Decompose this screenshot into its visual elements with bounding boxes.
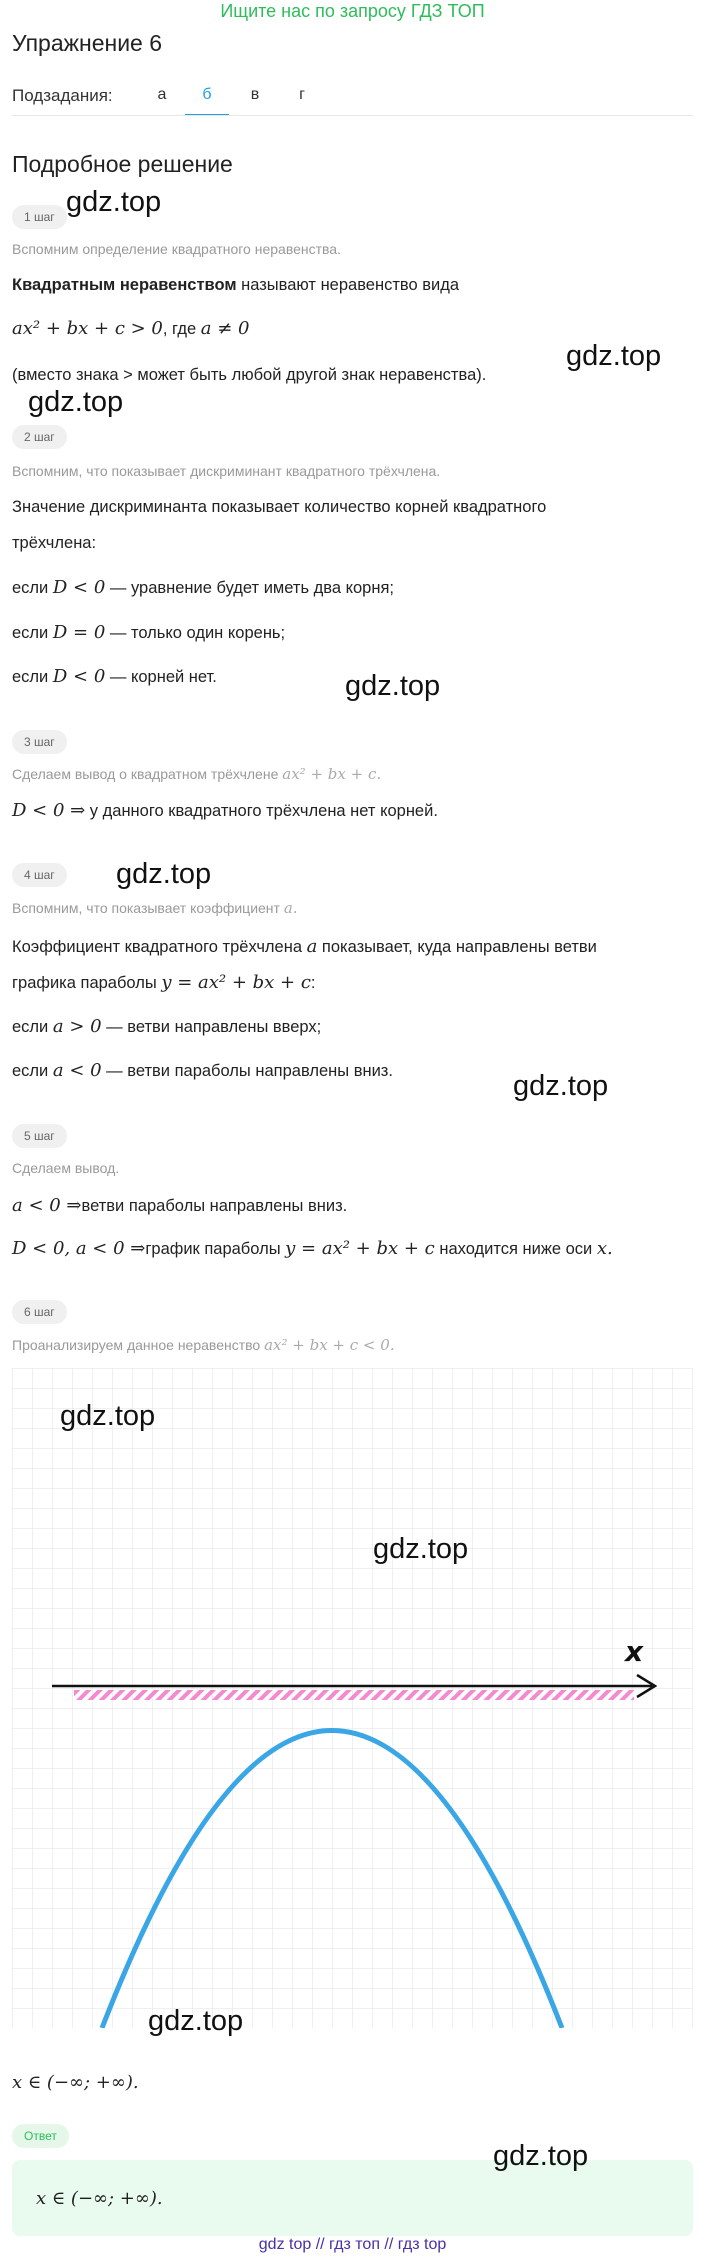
step-1-badge: 1 шаг: [12, 205, 67, 229]
step-3-hint-text: Сделаем вывод о квадратном трёхчлене: [12, 766, 283, 782]
if-word: если: [12, 1062, 53, 1080]
footer-links[interactable]: gdz top // гдз топ // гдз top: [258, 2236, 447, 2253]
step-5-formula-2: D < 0, a < 0 ⇒: [12, 1238, 146, 1259]
step-4-line-1-a: Коэффициент квадратного трёхчлена: [12, 938, 307, 956]
step-4-badge: 4 шаг: [12, 863, 67, 887]
step-4-hint-var: a.: [283, 899, 298, 917]
step-3-badge: 3 шаг: [12, 730, 67, 754]
a-condition: a ≠ 0: [200, 318, 250, 339]
inequality-formula: ax² + bx + c > 0: [12, 318, 163, 339]
watermark: gdz.top: [513, 1070, 609, 1102]
step-4-line-1-b: показывает, куда направлены ветви: [317, 938, 597, 956]
step-6-result-formula: x ∈ (−∞; +∞).: [12, 2072, 139, 2093]
watermark: gdz.top: [566, 340, 662, 372]
step-5-formula-3: y = ax² + bx + c: [285, 1238, 435, 1259]
step-4-case-2-text: — ветви параболы направлены вниз.: [101, 1062, 393, 1080]
step-1-hint: Вспомним определение квадратного неравенства.: [12, 241, 341, 257]
watermark: gdz.top: [345, 670, 441, 702]
step-4-case-1-text: — ветви направлены вверх;: [101, 1018, 322, 1036]
step-2-hint: Вспомним, что показывает дискриминант квадратного трёхчлена.: [12, 463, 441, 479]
step-4-case-1-formula: a > 0: [52, 1016, 102, 1037]
step-3-conclusion: [12, 800, 438, 821]
step-2-case-2: [12, 622, 285, 643]
x-axis-label: x: [625, 1635, 644, 1668]
step-4-hint: [12, 899, 298, 917]
step-5-line-1: [12, 1195, 347, 1216]
tab-g[interactable]: г: [299, 86, 305, 103]
step-5-text-2a: график параболы: [145, 1240, 286, 1258]
step-6-hint: [12, 1336, 395, 1354]
step-2-line-2: трёхчлена:: [12, 534, 97, 552]
answer-box: [12, 2160, 693, 2236]
if-word: если: [12, 668, 53, 686]
definition-rest: называют неравенство вида: [236, 276, 460, 294]
case-1-formula: D < 0: [52, 577, 106, 598]
tab-v[interactable]: в: [250, 86, 260, 103]
step-3-formula: D < 0 ⇒: [12, 800, 86, 821]
case-1-text: — уравнение будет иметь два корня;: [105, 579, 394, 597]
watermark: gdz.top: [28, 386, 124, 418]
step-6-badge: 6 шаг: [12, 1300, 67, 1324]
step-3-hint: [12, 765, 381, 783]
step-5-line-2: [12, 1238, 613, 1259]
step-2-line-1: Значение дискриминанта показывает количество корней квадратного: [12, 498, 547, 516]
tabs-divider: [12, 115, 693, 116]
step-5-text-2b: находится ниже оси: [434, 1240, 597, 1258]
answer-value: x ∈ (−∞; +∞).: [36, 2188, 163, 2209]
tab-b[interactable]: б: [185, 78, 229, 116]
step-4-hint-text: Вспомним, что показывает коэффициент: [12, 900, 284, 916]
formula-where: , где: [162, 320, 201, 338]
step-6-result: [12, 2072, 139, 2093]
case-2-formula: D = 0: [52, 622, 106, 643]
solution-hatch: [74, 1690, 634, 1700]
top-search-link[interactable]: Ищите нас по запросу ГДЗ ТОП: [220, 1, 485, 21]
definition-term: Квадратным неравенством: [12, 276, 237, 294]
watermark: gdz.top: [66, 186, 162, 218]
parabola-formula: y = ax² + bx + c: [161, 972, 311, 993]
step-3-text: у данного квадратного трёхчлена нет корней.: [85, 802, 438, 820]
graph-svg: [12, 1368, 693, 2028]
step-3-hint-formula: ax² + bx + c.: [282, 765, 382, 783]
step-4-line-2-b: :: [310, 974, 316, 992]
step-1-definition: [12, 276, 459, 295]
step-1-note: (вместо знака > может быть любой другой знак неравенства).: [12, 366, 487, 384]
section-title: Подробное решение: [12, 151, 233, 177]
watermark: gdz.top: [116, 858, 212, 890]
if-word: если: [12, 624, 53, 642]
answer-badge: Ответ: [12, 2124, 69, 2148]
step-5-hint: Сделаем вывод.: [12, 1160, 120, 1176]
if-word: если: [12, 1018, 53, 1036]
case-3-text: — корней нет.: [105, 668, 217, 686]
step-5-formula-1: a < 0 ⇒: [12, 1195, 82, 1216]
step-4-line-1: [12, 936, 597, 957]
case-2-text: — только один корень;: [105, 624, 286, 642]
watermark: gdz.top: [493, 2140, 589, 2172]
step-6-hint-text: Проанализируем данное неравенство: [12, 1337, 265, 1353]
parabola-graph: [12, 1368, 693, 2028]
step-5-badge: 5 шаг: [12, 1124, 67, 1148]
case-3-formula: D < 0: [52, 666, 106, 687]
step-6-hint-formula: ax² + bx + c < 0.: [264, 1336, 395, 1354]
step-4-line-2: [12, 972, 316, 993]
step-4-line-2-a: графика параболы: [12, 974, 162, 992]
page-title: Упражнение 6: [12, 30, 163, 56]
watermark: gdz.top: [148, 2005, 244, 2037]
step-2-case-3: [12, 666, 217, 687]
watermark: gdz.top: [60, 1400, 156, 1432]
step-2-badge: 2 шаг: [12, 425, 67, 449]
watermark: gdz.top: [373, 1533, 469, 1565]
step-4-case-2-formula: a < 0: [52, 1060, 102, 1081]
if-word: если: [12, 579, 53, 597]
step-4-var-a: a: [306, 936, 318, 957]
step-2-case-1: [12, 577, 394, 598]
tab-a[interactable]: а: [157, 86, 167, 103]
step-4-case-1: [12, 1016, 321, 1037]
step-1-formula-line: [12, 318, 249, 339]
step-4-case-2: [12, 1060, 393, 1081]
subtasks-label: Подзадания:: [12, 86, 113, 105]
step-5-text-1: ветви параболы направлены вниз.: [81, 1197, 348, 1215]
step-5-var-x: x.: [596, 1238, 613, 1259]
